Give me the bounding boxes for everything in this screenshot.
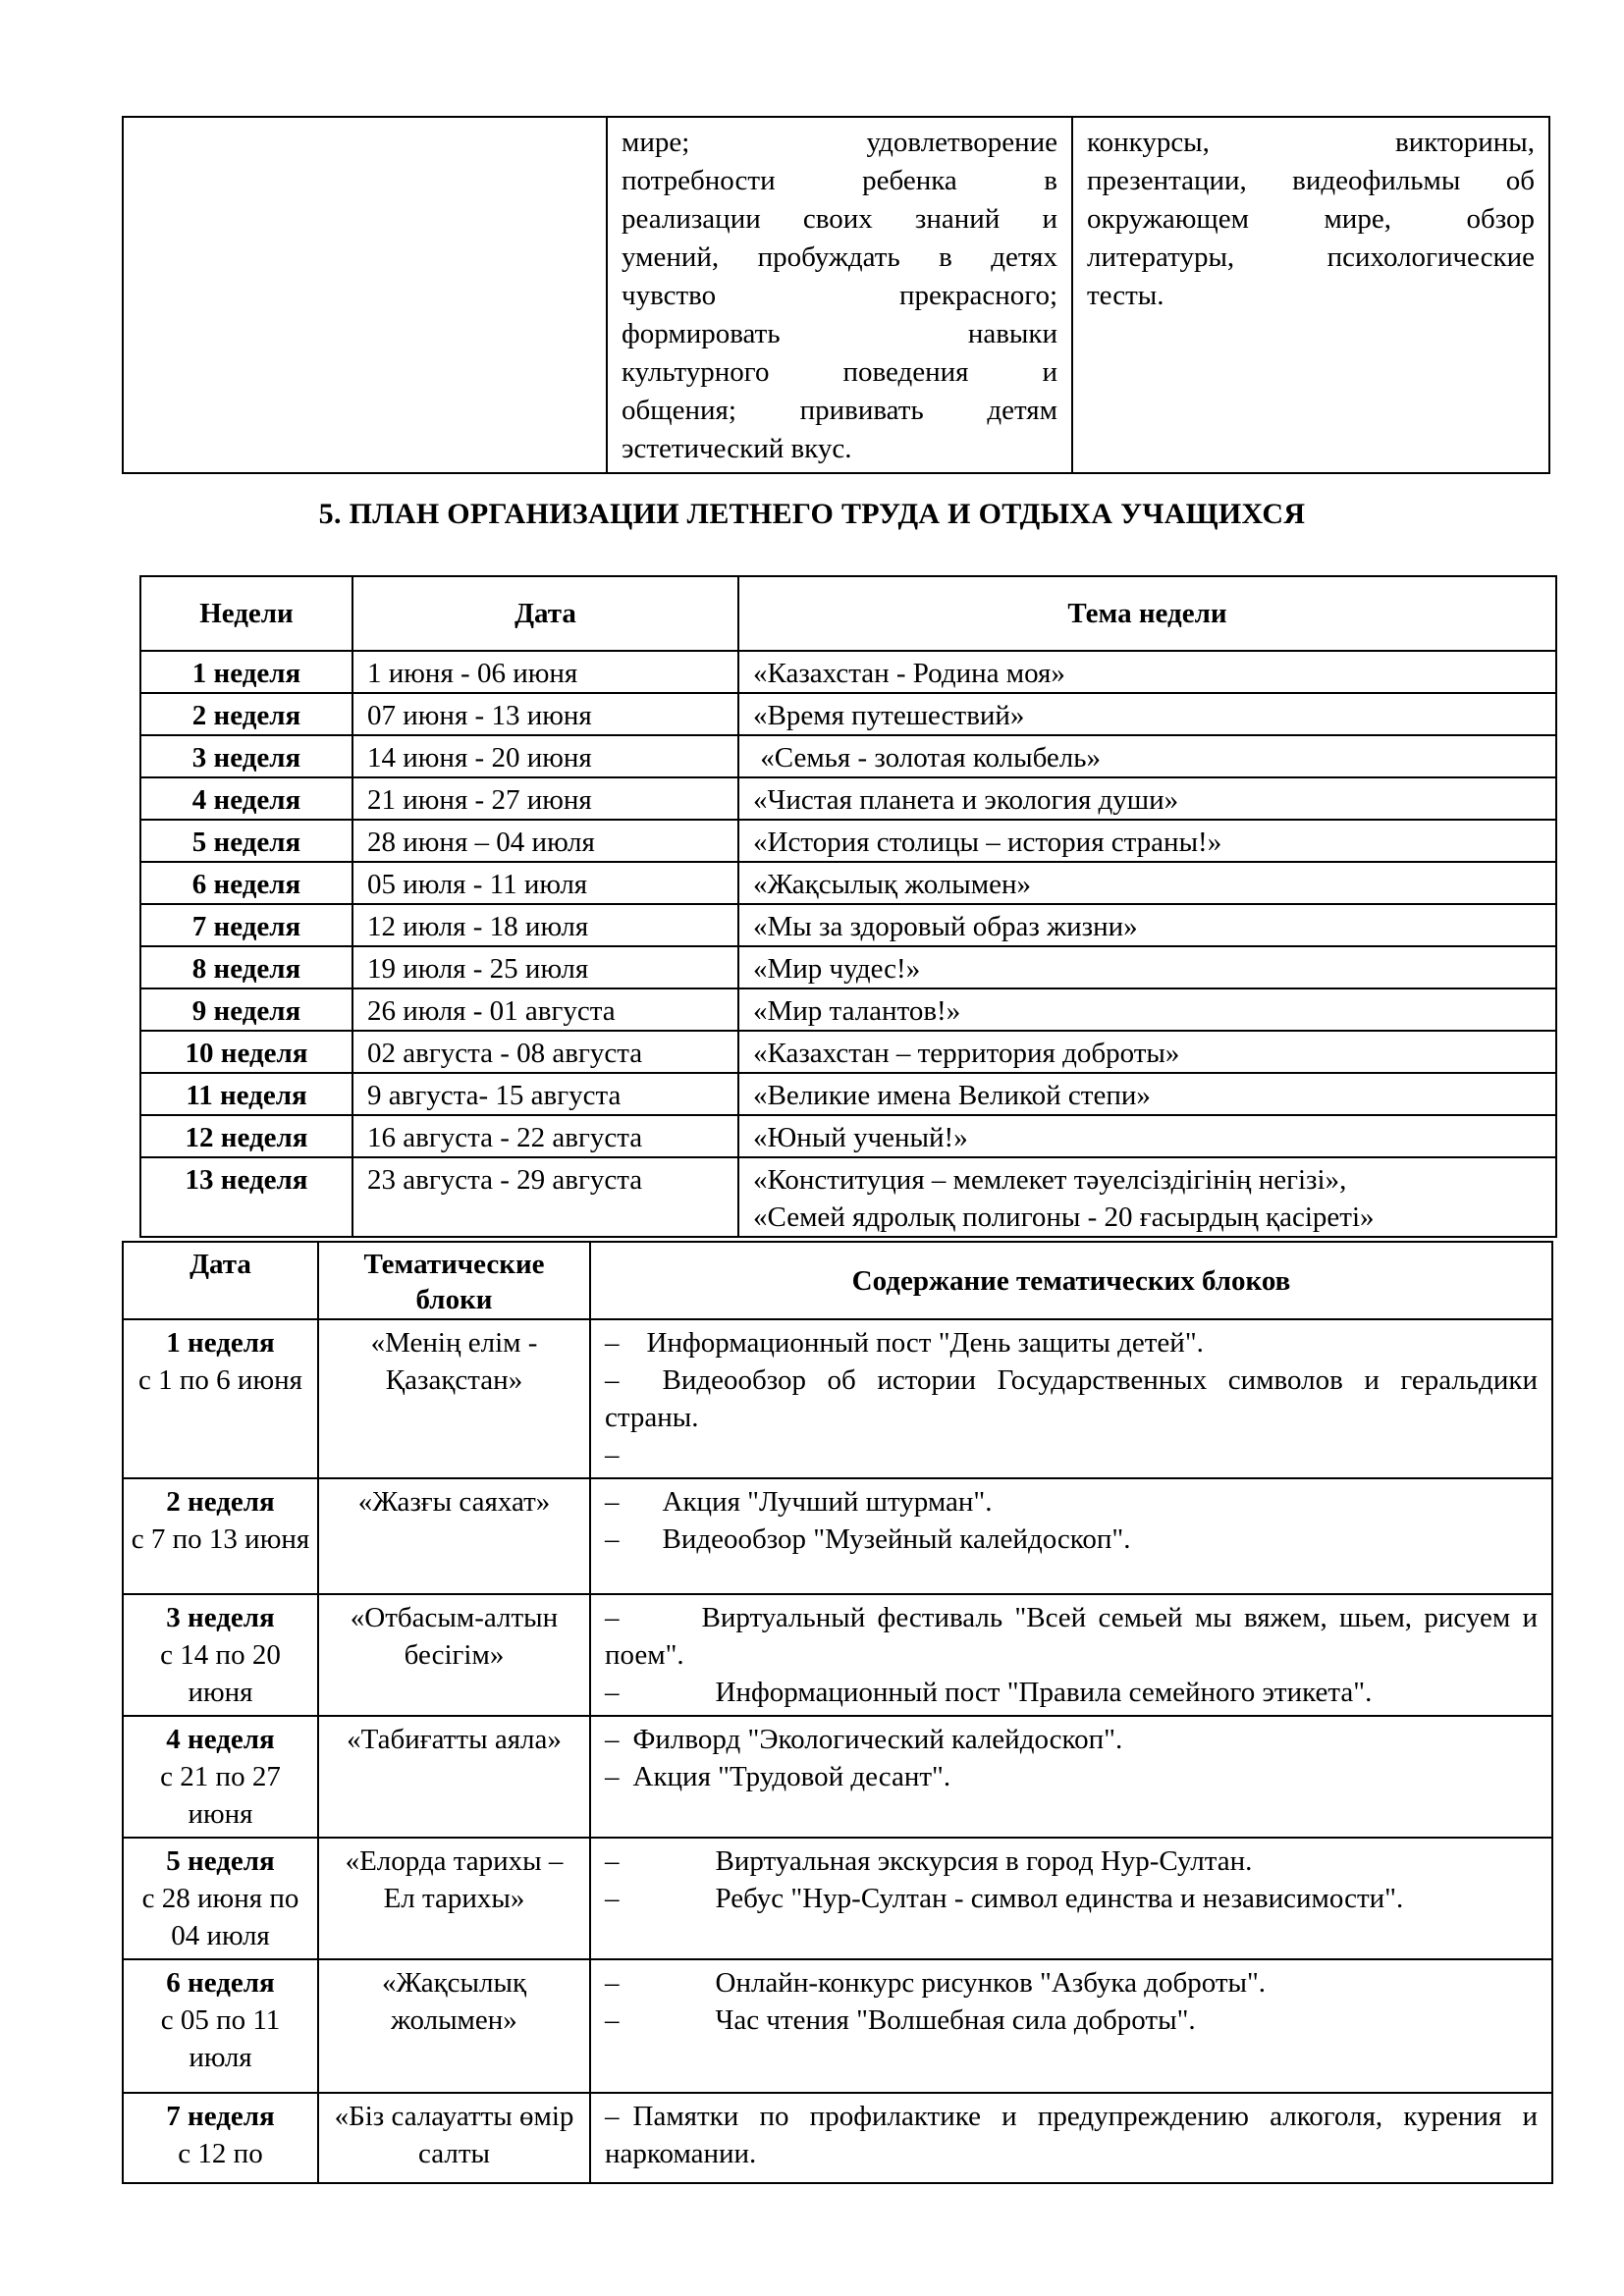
week-cell: 1 неделя — [140, 651, 352, 693]
dash: – — [605, 1486, 620, 1518]
week-cell: 13 неделя — [140, 1157, 352, 1237]
block-cell: «Біз салауатты өмір салты — [318, 2093, 590, 2183]
date-cell: 9 августа- 15 августа — [352, 1073, 738, 1115]
content-item — [605, 1436, 1538, 1473]
date-cell: 26 июля - 01 августа — [352, 988, 738, 1031]
theme-cell — [738, 777, 1556, 820]
line: культурного поведения и — [622, 356, 1057, 388]
date-cell: 16 августа - 22 августа — [352, 1115, 738, 1157]
theme-cell — [738, 1157, 1556, 1237]
date-cell: 05 июля - 11 июля — [352, 862, 738, 904]
theme-cell — [738, 735, 1556, 777]
date-cell: 19 июля - 25 июля — [352, 946, 738, 988]
content-text: Виртуальный фестиваль "Всей семьей мы вяжем, шьем, рисуем и поем". — [605, 1602, 1538, 1671]
table-row — [140, 862, 1556, 904]
week-cell: 11 неделя — [140, 1073, 352, 1115]
week-label: 3 неделя — [166, 1602, 275, 1633]
content-text: Виртуальная экскурсия в город Нур-Султан. — [715, 1845, 1253, 1877]
line: чувство прекрасного; — [622, 280, 1057, 311]
date-cell: 1 июня - 06 июня — [352, 651, 738, 693]
dash: – — [605, 1602, 620, 1633]
blocks-table — [122, 1241, 1553, 2184]
date-range: с 05 по 11 июля — [160, 2004, 281, 2073]
week-label: 2 неделя — [166, 1486, 275, 1518]
content-item — [605, 1880, 1538, 1917]
section-heading: 5. ПЛАН ОРГАНИЗАЦИИ ЛЕТНЕГО ТРУДА И ОТДЫХА УЧАЩИХСЯ — [318, 498, 1306, 530]
header-blocks: Тематические блоки — [318, 1242, 590, 1319]
table-row — [140, 946, 1556, 988]
content-item — [605, 1599, 1538, 1674]
date-cell — [123, 1319, 318, 1478]
forms-cell — [1072, 117, 1549, 473]
line: конкурсы, викторины, — [1087, 127, 1535, 158]
date-range: с 7 по 13 июня — [131, 1523, 310, 1555]
block-cell: «Елорда тарихы – Ел тарихы» — [318, 1838, 590, 1959]
table-row — [123, 1319, 1552, 1478]
date-range: с 12 по — [178, 2138, 263, 2169]
dash: – — [605, 1883, 620, 1914]
dash: – — [605, 1967, 620, 1999]
dash: – — [605, 1327, 620, 1359]
dash: – — [605, 2101, 620, 2132]
date-cell — [123, 1478, 318, 1594]
dash: – — [605, 1364, 620, 1396]
theme-text: «Конституция – мемлекет тәуелсіздігінің негізі», — [753, 1164, 1347, 1196]
week-label: 1 неделя — [166, 1327, 275, 1359]
table-row — [123, 1478, 1552, 1594]
content-cell — [590, 1716, 1552, 1838]
week-cell: 4 неделя — [140, 777, 352, 820]
theme-cell — [738, 1073, 1556, 1115]
block-cell: «Табиғатты аяла» — [318, 1716, 590, 1838]
goals-cell — [607, 117, 1072, 473]
theme-text: «Семей ядролық полигоны - 20 ғасырдың қасіреті» — [753, 1201, 1375, 1233]
table-row — [123, 1959, 1552, 2093]
table-header-row — [140, 576, 1556, 651]
date-range: с 1 по 6 июня — [138, 1364, 302, 1396]
theme-cell — [738, 1115, 1556, 1157]
week-cell: 12 неделя — [140, 1115, 352, 1157]
content-cell — [590, 1478, 1552, 1594]
week-cell: 2 неделя — [140, 693, 352, 735]
theme-cell — [738, 946, 1556, 988]
table-row — [140, 1115, 1556, 1157]
table-row — [140, 820, 1556, 862]
table-row — [140, 1031, 1556, 1073]
date-cell — [123, 1594, 318, 1716]
week-cell: 6 неделя — [140, 862, 352, 904]
theme-text: «Великие имена Великой степи» — [753, 1080, 1151, 1111]
line: реализации своих знаний и — [622, 203, 1057, 235]
content-item — [605, 1758, 1538, 1795]
week-cell: 10 неделя — [140, 1031, 352, 1073]
content-cell — [590, 1959, 1552, 2093]
line: формировать навыки — [622, 318, 1057, 349]
content-cell — [590, 1594, 1552, 1716]
date-cell — [123, 1716, 318, 1838]
theme-text: «Мир талантов!» — [753, 995, 961, 1027]
table-row — [123, 1716, 1552, 1838]
content-item — [605, 1324, 1538, 1362]
header-theme: Тема недели — [738, 576, 1556, 651]
theme-text: «Казахстан – территория доброты» — [753, 1038, 1180, 1069]
line: общения; прививать детям — [622, 395, 1057, 426]
table-row — [140, 651, 1556, 693]
dash: – — [605, 2004, 620, 2036]
line: потребности ребенка в — [622, 165, 1057, 196]
content-text — [647, 1436, 1539, 1473]
theme-cell — [738, 862, 1556, 904]
theme-text: «Казахстан - Родина моя» — [753, 658, 1065, 689]
theme-cell — [738, 693, 1556, 735]
block-cell: «Жазғы саяхат» — [318, 1478, 590, 1594]
dash: – — [605, 1845, 620, 1877]
header-weeks: Недели — [140, 576, 352, 651]
line: мире; удовлетворение — [622, 127, 1057, 158]
date-cell: 14 июня - 20 июня — [352, 735, 738, 777]
dash: – — [605, 1724, 620, 1755]
content-item — [605, 2002, 1538, 2039]
week-cell: 9 неделя — [140, 988, 352, 1031]
week-label: 6 неделя — [166, 1967, 275, 1999]
content-item — [605, 1721, 1538, 1758]
week-label: 5 неделя — [166, 1845, 275, 1877]
weeks-table — [139, 575, 1557, 1238]
content-text: Онлайн-конкурс рисунков "Азбука доброты". — [715, 1967, 1267, 1999]
theme-cell — [738, 988, 1556, 1031]
content-cell — [590, 2093, 1552, 2183]
dash: – — [605, 1523, 620, 1555]
date-cell — [123, 1838, 318, 1959]
date-cell: 07 июня - 13 июня — [352, 693, 738, 735]
theme-cell — [738, 651, 1556, 693]
header-content: Содержание тематических блоков — [590, 1242, 1552, 1319]
week-cell: 5 неделя — [140, 820, 352, 862]
header-date: Дата — [123, 1242, 318, 1319]
content-cell — [590, 1319, 1552, 1478]
dash: – — [605, 1439, 620, 1470]
content-text: Акция "Трудовой десант". — [632, 1761, 951, 1792]
theme-text: «Мир чудес!» — [753, 953, 921, 985]
line: окружающем мире, обзор — [1087, 203, 1535, 235]
theme-text: «Мы за здоровый образ жизни» — [753, 911, 1138, 942]
table-row — [123, 1594, 1552, 1716]
date-range: с 14 по 20 июня — [160, 1639, 281, 1708]
block-cell: «Жақсылық жолымен» — [318, 1959, 590, 2093]
date-cell: 12 июля - 18 июля — [352, 904, 738, 946]
week-cell: 7 неделя — [140, 904, 352, 946]
table-row — [140, 1157, 1556, 1237]
date-range: с 28 июня по 04 июля — [141, 1883, 299, 1951]
content-text: Информационный пост "Правила семейного этикета". — [715, 1677, 1373, 1708]
table-row — [123, 1838, 1552, 1959]
table-row — [140, 988, 1556, 1031]
theme-text: «Юный ученый!» — [753, 1122, 968, 1153]
theme-text: «Семья - золотая колыбель» — [753, 742, 1102, 774]
table-row — [140, 693, 1556, 735]
table-row — [140, 735, 1556, 777]
line: умений, пробуждать в детях — [622, 241, 1057, 273]
theme-cell — [738, 904, 1556, 946]
theme-text: «Время путешествий» — [753, 700, 1025, 731]
content-text: Акция "Лучший штурман". — [662, 1486, 993, 1518]
table-row — [140, 777, 1556, 820]
content-cell — [590, 1838, 1552, 1959]
date-cell: 02 августа - 08 августа — [352, 1031, 738, 1073]
theme-text: «Жақсылық жолымен» — [753, 869, 1032, 900]
content-item — [605, 1483, 1538, 1521]
content-text: Ребус "Нур-Султан - символ единства и независимости". — [715, 1883, 1404, 1914]
content-text: Филворд "Экологический калейдоскоп". — [632, 1724, 1123, 1755]
theme-cell — [738, 1031, 1556, 1073]
table-row — [140, 1073, 1556, 1115]
content-text: Информационный пост "День защиты детей". — [646, 1327, 1204, 1359]
table-row — [123, 2093, 1552, 2183]
week-label: 4 неделя — [166, 1724, 275, 1755]
date-cell: 23 августа - 29 августа — [352, 1157, 738, 1237]
table-row — [140, 904, 1556, 946]
week-label: 7 неделя — [166, 2101, 275, 2132]
content-text: Час чтения "Волшебная сила доброты". — [715, 2004, 1196, 2036]
week-cell: 3 неделя — [140, 735, 352, 777]
continuation-table — [122, 116, 1550, 474]
line: презентации, видеофильмы об — [1087, 165, 1535, 196]
table-row — [123, 117, 1549, 473]
content-item — [605, 1362, 1538, 1436]
dash: – — [605, 1677, 620, 1708]
header-date: Дата — [352, 576, 738, 651]
dash: – — [605, 1761, 620, 1792]
content-text: Видеообзор об истории Государственных символов и геральдики страны. — [605, 1364, 1538, 1433]
line: эстетический вкус. — [622, 433, 852, 464]
line: тесты. — [1087, 280, 1164, 311]
date-cell — [123, 1959, 318, 2093]
theme-text: «История столицы – история страны!» — [753, 827, 1222, 858]
content-item — [605, 2098, 1538, 2172]
theme-text: «Чистая планета и экология души» — [753, 784, 1179, 816]
theme-cell — [738, 820, 1556, 862]
block-cell: «Менің елім - Қазақстан» — [318, 1319, 590, 1478]
content-item — [605, 1964, 1538, 2002]
line: литературы, психологические — [1087, 241, 1535, 273]
date-cell — [123, 2093, 318, 2183]
week-cell: 8 неделя — [140, 946, 352, 988]
content-text: Памятки по профилактике и предупреждению алкоголя, курения и наркомании. — [605, 2101, 1538, 2169]
content-text: Видеообзор "Музейный калейдоскоп". — [662, 1523, 1131, 1555]
content-item — [605, 1842, 1538, 1880]
empty-cell — [123, 117, 607, 473]
block-cell: «Отбасым-алтын бесігім» — [318, 1594, 590, 1716]
date-cell: 28 июня – 04 июля — [352, 820, 738, 862]
date-cell: 21 июня - 27 июня — [352, 777, 738, 820]
content-item — [605, 1674, 1538, 1711]
date-range: с 21 по 27 июня — [160, 1761, 281, 1830]
content-item — [605, 1521, 1538, 1558]
table-header-row — [123, 1242, 1552, 1319]
